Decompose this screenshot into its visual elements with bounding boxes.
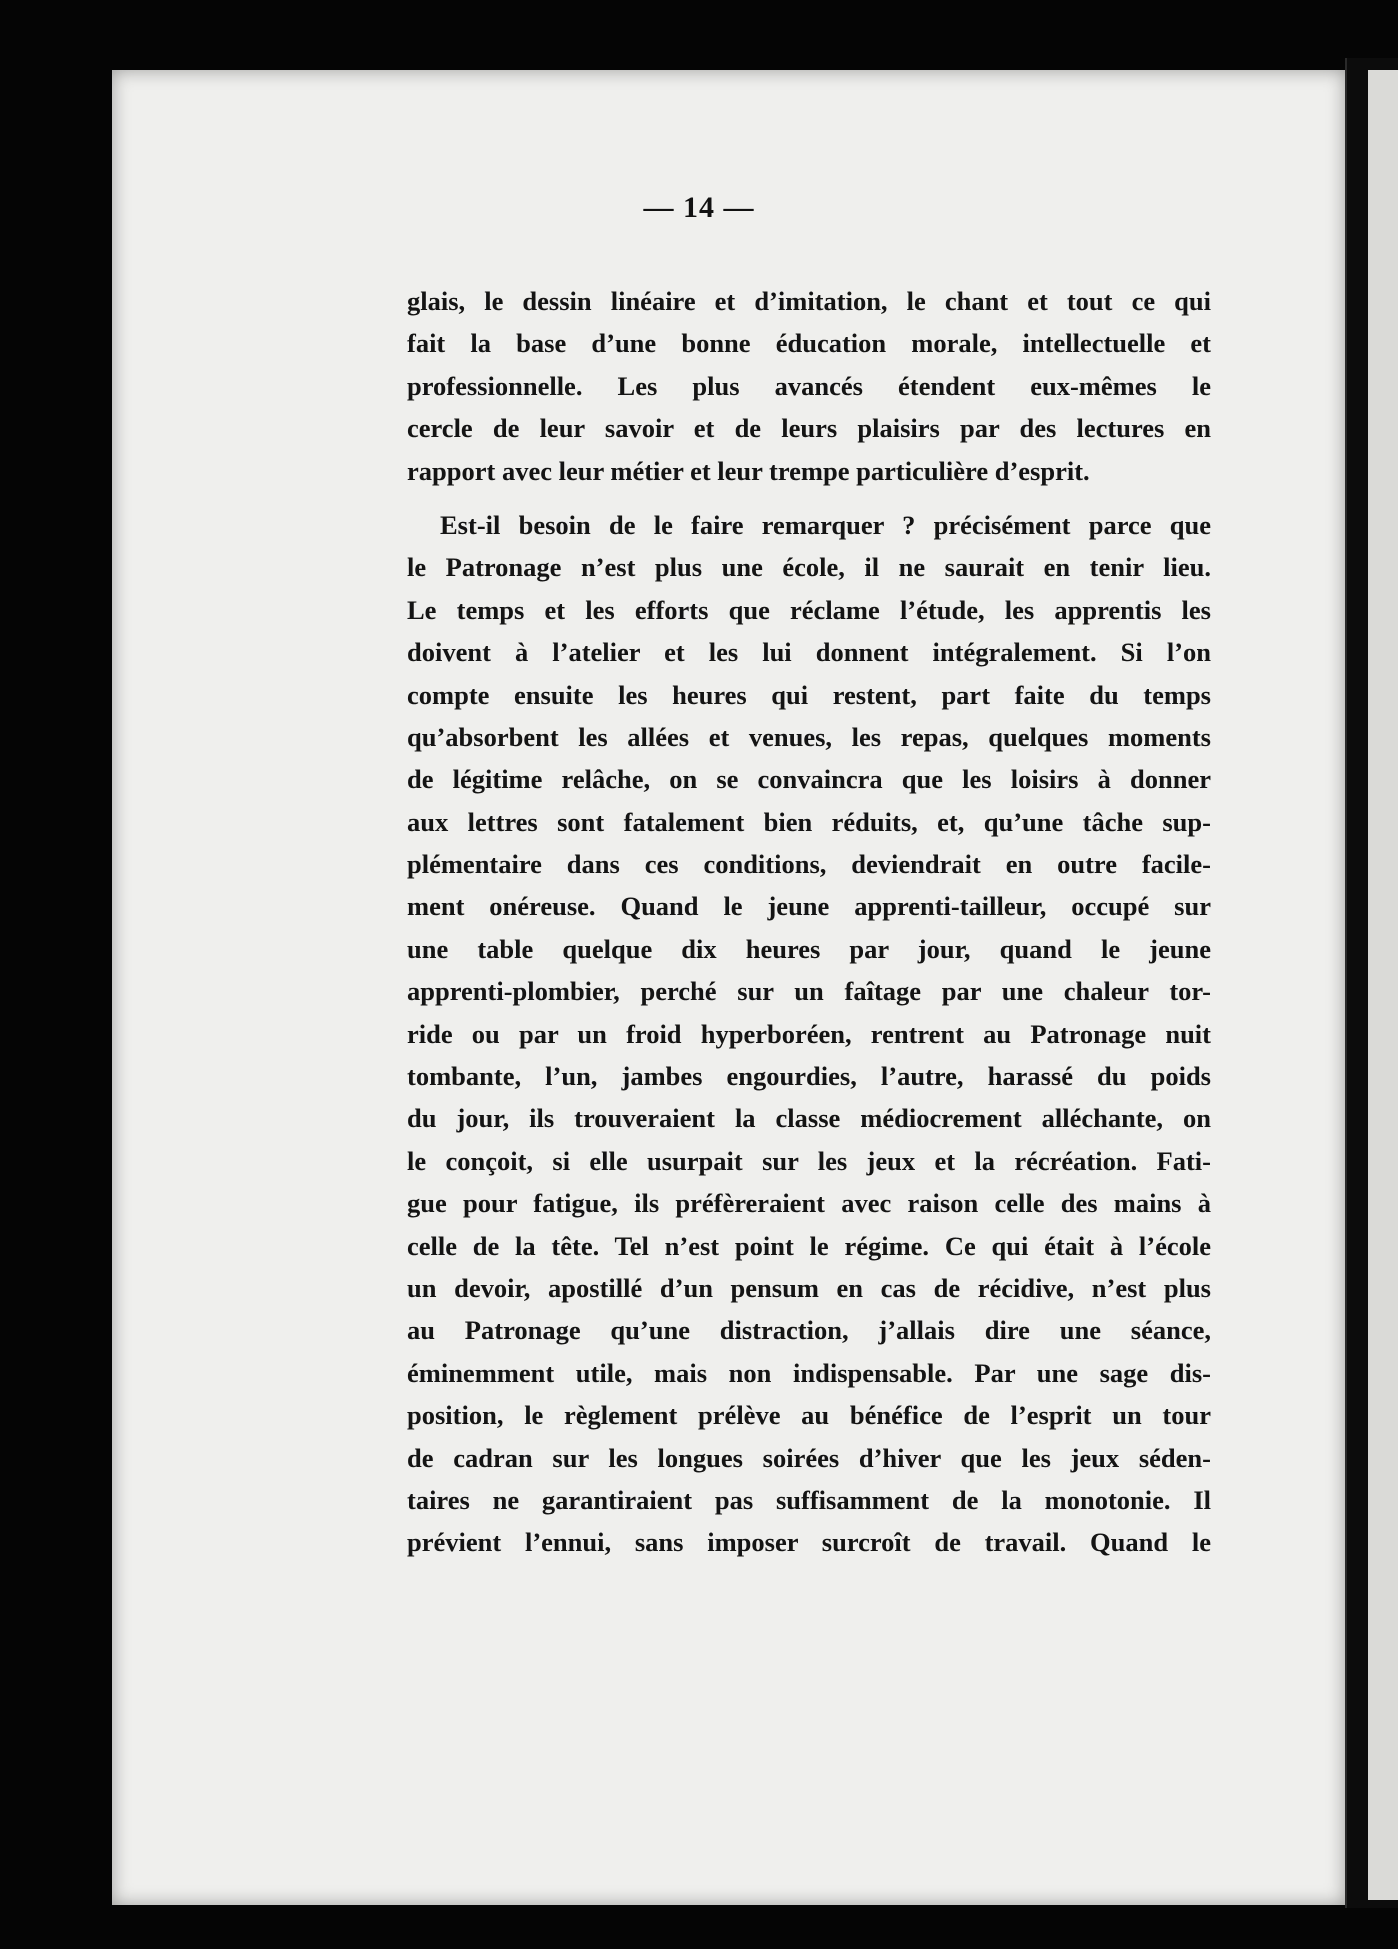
text-line: un devoir, apostillé d’un pensum en cas de récidive, n’est plus xyxy=(407,1272,1211,1303)
text-line: celle de la tête. Tel n’est point le régime. Ce qui était à l’école xyxy=(407,1230,1211,1261)
text-line: une table quelque dix heures par jour, quand le jeune xyxy=(407,933,1211,964)
text-line: éminemment utile, mais non indispensable. Par une sage dis- xyxy=(407,1357,1211,1388)
text-line: au Patronage qu’une distraction, j’allais dire une séance, xyxy=(407,1315,1211,1346)
paragraph-gap xyxy=(407,492,1211,504)
text-line: position, le règlement prélève au bénéfice de l’esprit un tour xyxy=(407,1400,1211,1431)
text-line: plémentaire dans ces conditions, deviendrait en outre facile- xyxy=(407,849,1211,880)
text-line: rapport avec leur métier et leur trempe particulière d’esprit. xyxy=(407,455,1090,486)
text-line: prévient l’ennui, sans imposer surcroît de travail. Quand le xyxy=(407,1527,1211,1558)
text-line: glais, le dessin linéaire et d’imitation, le chant et tout ce qui xyxy=(407,286,1211,316)
page-number: — 14 — xyxy=(643,191,755,224)
text-line: le conçoit, si elle usurpait sur les jeux et la récréation. Fati- xyxy=(407,1145,1211,1176)
text-line: fait la base d’une bonne éducation morale, intellectuelle et xyxy=(407,328,1211,359)
text-line: compte ensuite les heures qui restent, part faite du temps xyxy=(407,679,1211,710)
text-line: le Patronage n’est plus une école, il ne saurait en tenir lieu. xyxy=(407,552,1211,583)
text-line: ride ou par un froid hyperboréen, rentrent au Patronage nuit xyxy=(407,1018,1211,1049)
text-line: professionnelle. Les plus avancés étendent eux-mêmes le xyxy=(407,370,1211,401)
text-line: cercle de leur savoir et de leurs plaisirs par des lectures en xyxy=(407,413,1211,444)
text-line: Est-il besoin de le faire remarquer ? précisément parce que xyxy=(440,509,1211,540)
text-line: doivent à l’atelier et les lui donnent intégralement. Si l’on xyxy=(407,637,1211,668)
facing-page-edge xyxy=(1368,70,1398,1900)
text-line: aux lettres sont fatalement bien réduits, et, qu’une tâche sup- xyxy=(407,806,1211,837)
text-line: ment onéreuse. Quand le jeune apprenti-tailleur, occupé sur xyxy=(407,891,1211,922)
text-line: apprenti-plombier, perché sur un faîtage par une chaleur tor- xyxy=(407,976,1211,1007)
text-line: de cadran sur les longues soirées d’hiver que les jeux séden- xyxy=(407,1442,1211,1473)
text-line: qu’absorbent les allées et venues, les repas, quelques moments xyxy=(407,721,1211,752)
text-line: du jour, ils trouveraient la classe médiocrement alléchante, on xyxy=(407,1103,1211,1134)
text-line: tombante, l’un, jambes engourdies, l’autre, harassé du poids xyxy=(407,1061,1211,1092)
body-text xyxy=(407,280,1211,1564)
text-line: de légitime relâche, on se convaincra que les loisirs à donner xyxy=(407,764,1211,795)
text-line: taires ne garantiraient pas suffisamment de la monotonie. Il xyxy=(407,1484,1211,1515)
text-line: gue pour fatigue, ils préfèreraient avec raison celle des mains à xyxy=(407,1188,1211,1219)
text-line: Le temps et les efforts que réclame l’étude, les apprentis les xyxy=(407,594,1211,625)
